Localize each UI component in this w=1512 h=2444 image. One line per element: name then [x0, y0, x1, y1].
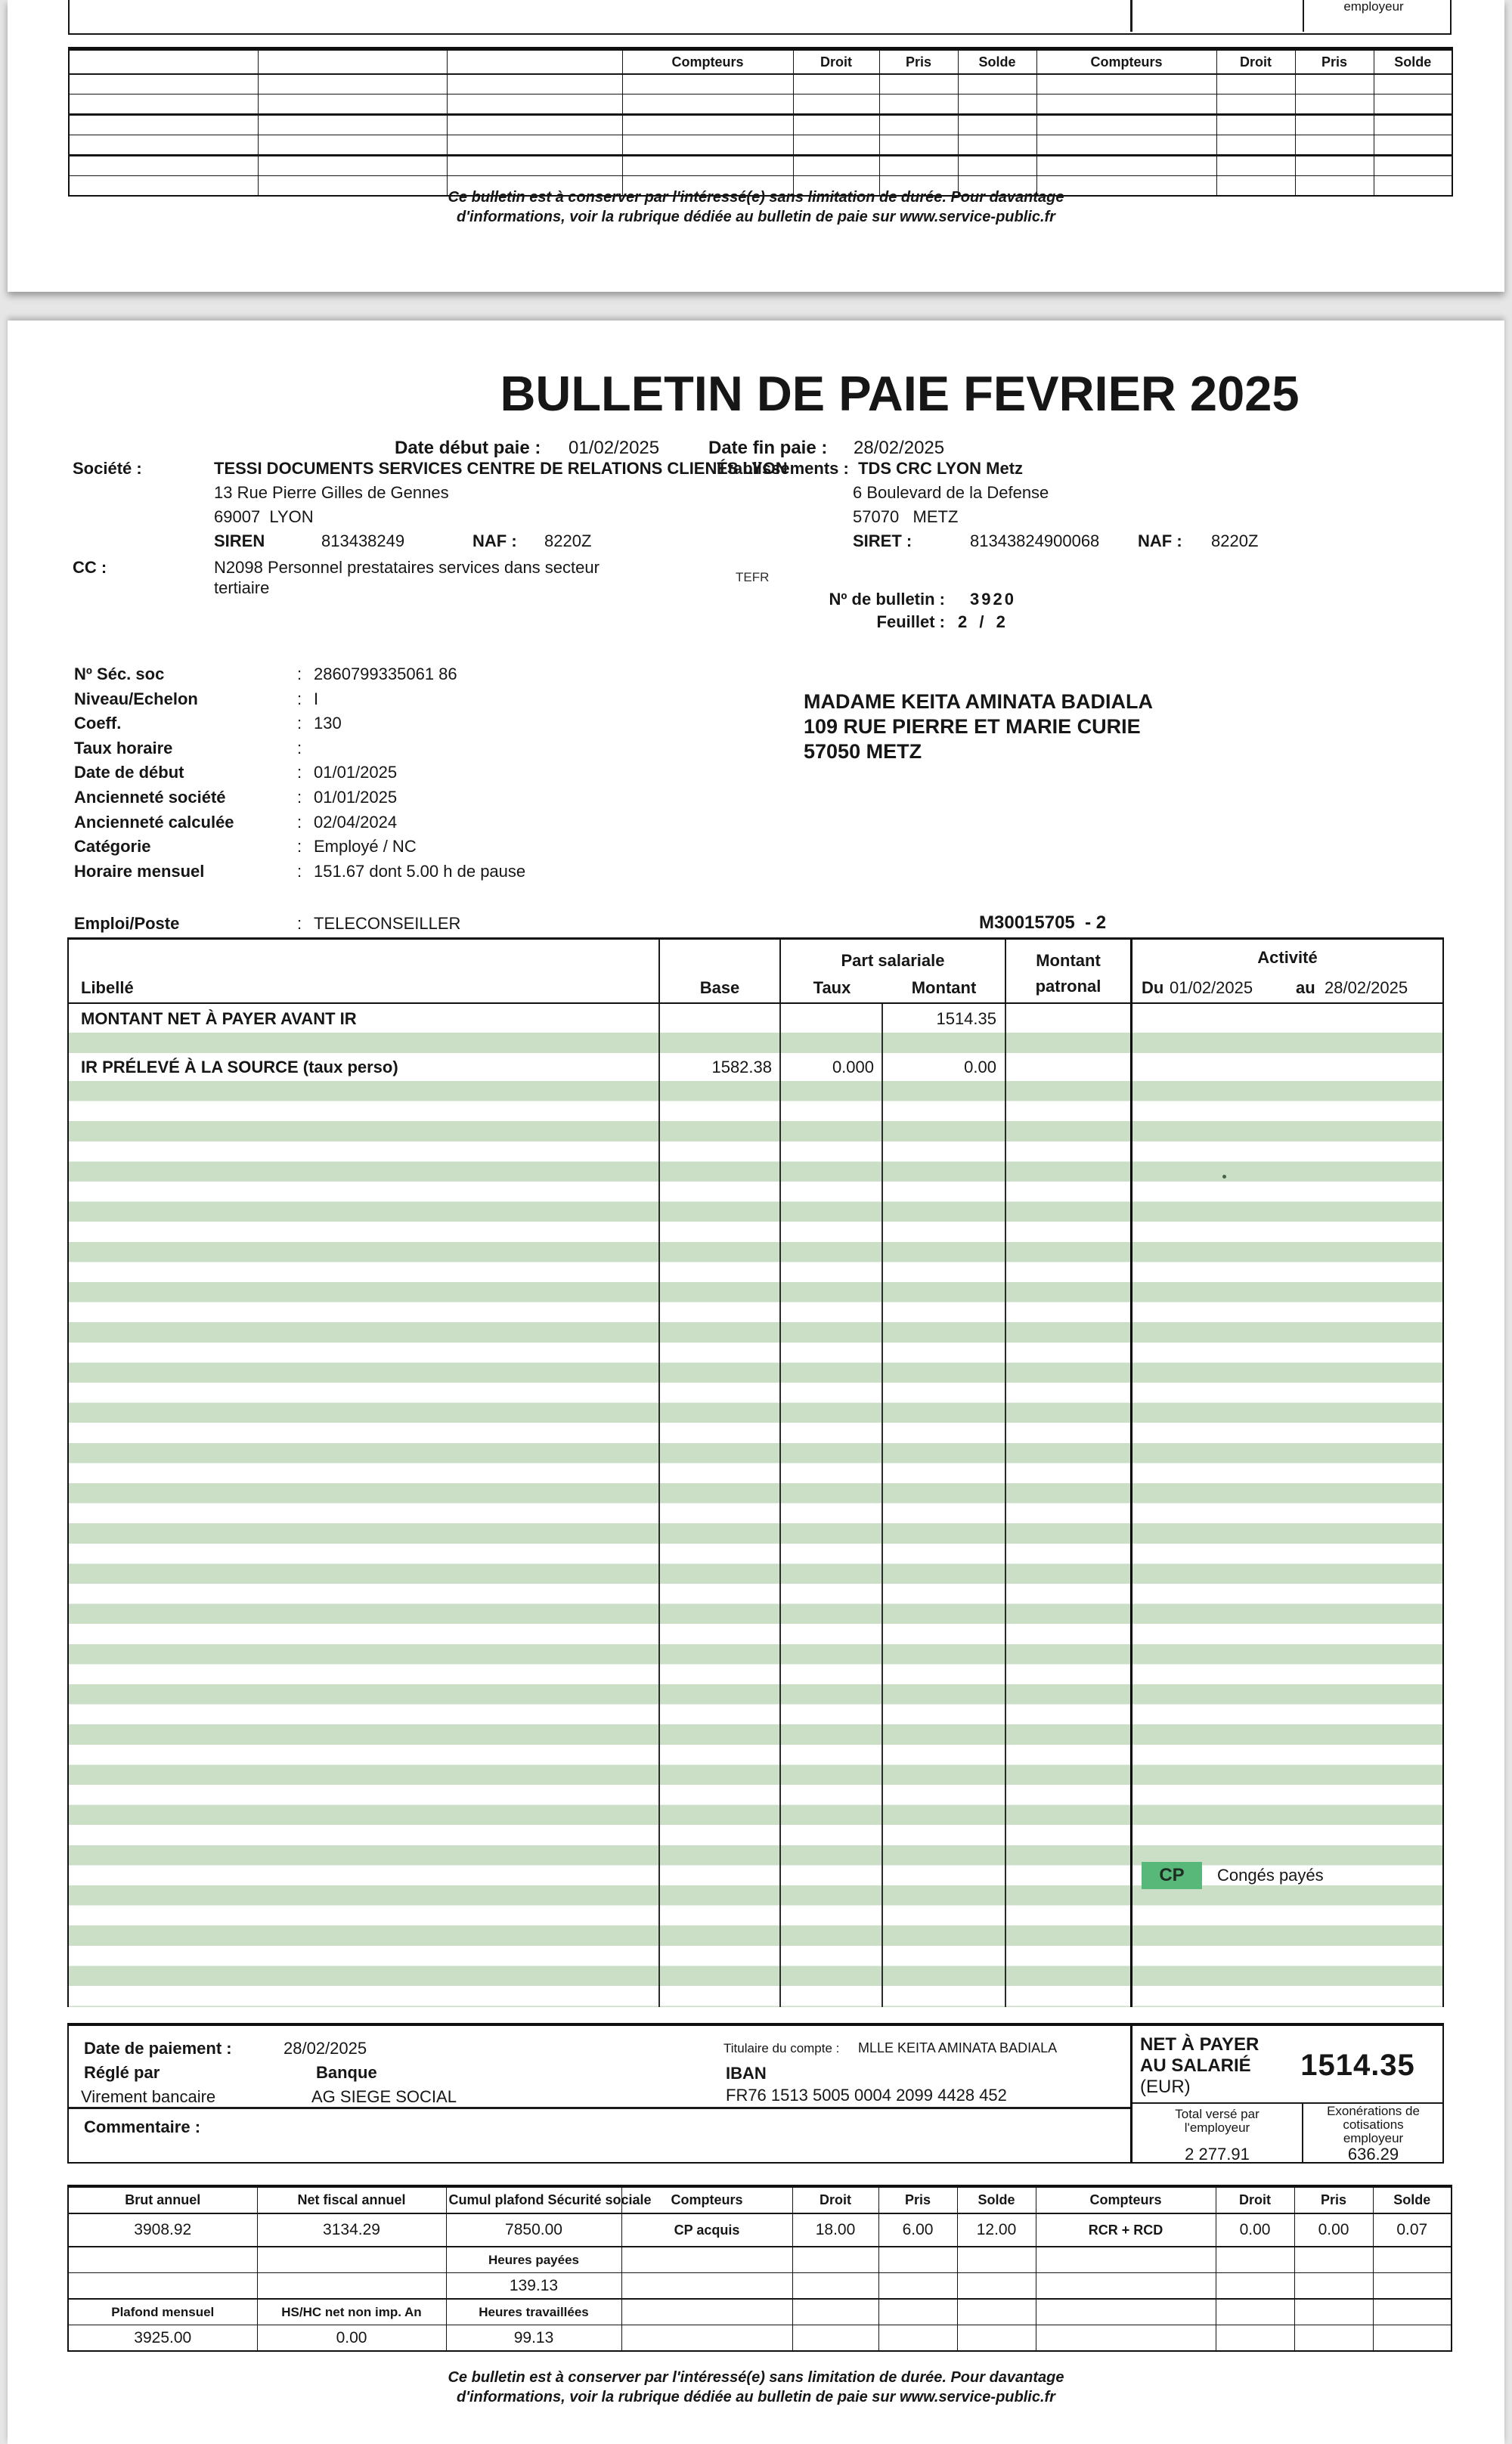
table-cell: [1373, 2247, 1452, 2273]
table-cell: [68, 2273, 257, 2300]
table-row: [69, 94, 1452, 115]
table-cell: [621, 2273, 792, 2300]
table-cell: [1216, 2273, 1294, 2300]
table-cell: [258, 115, 447, 135]
info-label: Nº Séc. soc: [74, 664, 165, 683]
column-header: Compteurs: [622, 49, 793, 75]
row-ir-source-montant: 0.00: [964, 1058, 996, 1076]
table-cell: [68, 2247, 257, 2273]
column-header: Solde: [1374, 49, 1452, 75]
table-cell: [1036, 135, 1216, 156]
table-cell: [957, 2273, 1036, 2300]
table-cell: [1036, 2247, 1216, 2273]
table-cell: [1374, 74, 1452, 94]
activite-au-value: 28/02/2025: [1325, 978, 1408, 997]
table-row: [69, 115, 1452, 135]
column-header: Droit: [792, 2186, 878, 2213]
table-cell: [1373, 2299, 1452, 2325]
naf-value-left: 8220Z: [544, 531, 592, 550]
info-colon: :: [297, 714, 302, 733]
stray-dot: [1222, 1175, 1226, 1179]
table-cell: [958, 135, 1036, 156]
tefr-code: TEFR: [736, 570, 770, 584]
cc-line2: tertiaire: [214, 578, 270, 597]
table-cell: [622, 156, 793, 176]
column-header: Solde: [1373, 2186, 1452, 2213]
divider: [881, 1004, 883, 2007]
table-cell: [69, 156, 258, 176]
divider: [1130, 0, 1132, 32]
table-cell: [1374, 94, 1452, 115]
info-label: Horaire mensuel: [74, 862, 205, 881]
payment-date-value: 28/02/2025: [284, 2039, 367, 2058]
table-cell: [1036, 74, 1216, 94]
table-cell: HS/HC net non imp. An: [257, 2299, 446, 2325]
table-cell: [793, 156, 879, 176]
bulletin-number-value: 3920: [970, 590, 1016, 609]
table-row: [68, 2213, 1452, 2247]
info-value: 01/01/2025: [314, 763, 398, 782]
table-cell: [1216, 94, 1295, 115]
table-cell: [447, 135, 622, 156]
table-cell: [69, 74, 258, 94]
info-colon: :: [297, 862, 302, 881]
payment-box: [67, 2023, 1444, 2164]
cp-legend-badge: CP: [1142, 1862, 1202, 1889]
column-header: Solde: [958, 49, 1036, 75]
activite-au-label: au: [1296, 978, 1315, 997]
employee-city: 57050 METZ: [804, 740, 922, 763]
table-cell: [958, 74, 1036, 94]
table-cell: [621, 2247, 792, 2273]
table-cell: [69, 115, 258, 135]
table-cell: [1216, 135, 1295, 156]
page-title: BULLETIN DE PAIE FEVRIER 2025: [500, 366, 1300, 421]
table-cell: [792, 2247, 878, 2273]
table-cell: [1216, 74, 1295, 94]
net-to-pay-value: 1514.35: [1300, 2049, 1415, 2082]
table-cell: 7850.00: [446, 2213, 621, 2247]
cc-label: CC :: [73, 558, 107, 577]
table-cell: Heures payées: [446, 2247, 621, 2273]
table-cell: 0.00: [257, 2325, 446, 2352]
table-cell: [1373, 2273, 1452, 2300]
table-cell: [258, 74, 447, 94]
col-activite: Activité: [1257, 948, 1318, 967]
table-cell: [879, 156, 958, 176]
info-label: Catégorie: [74, 837, 151, 856]
info-label: Coeff.: [74, 714, 122, 733]
table-cell: 0.07: [1373, 2213, 1452, 2247]
naf-value-right: 8220Z: [1211, 531, 1259, 550]
column-header: [69, 49, 258, 75]
divider: [1302, 2102, 1303, 2162]
job-label: Emploi/Poste: [74, 914, 180, 933]
siret-value: 81343824900068: [970, 531, 1100, 550]
net-to-pay-line2: AU SALARIÉ: [1140, 2055, 1251, 2076]
info-colon: :: [297, 664, 302, 683]
table-cell: [1295, 94, 1374, 115]
table-cell: [1216, 2325, 1294, 2352]
table-cell: [958, 94, 1036, 115]
table-cell: 99.13: [446, 2325, 621, 2352]
table-cell: [793, 135, 879, 156]
siren-label: SIREN: [214, 531, 265, 550]
estab-address2: 57070 METZ: [853, 507, 959, 526]
table-cell: 6.00: [878, 2213, 957, 2247]
table-cell: [878, 2273, 957, 2300]
table-cell: [69, 94, 258, 115]
pay-table-header: [69, 940, 1442, 1004]
green-stripe: [69, 1033, 1442, 1053]
table-row: [68, 2247, 1452, 2273]
table-row: [69, 156, 1452, 176]
column-header: Net fiscal annuel: [257, 2186, 446, 2213]
pay-period-start-value: 01/02/2025: [569, 438, 660, 458]
table-cell: [257, 2247, 446, 2273]
row-ir-source-taux: 0.000: [832, 1058, 874, 1076]
divider-thick: [1130, 2026, 1132, 2162]
table-cell: [1216, 115, 1295, 135]
legal-footer-line2: d'informations, voir la rubrique dédiée au bulletin de paie sur www.service-public.fr: [457, 2389, 1055, 2405]
table-cell: [1294, 2273, 1373, 2300]
info-colon: :: [297, 763, 302, 782]
exonerations-label1: Exonérations de: [1327, 2104, 1420, 2118]
column-header: Cumul plafond Sécurité sociale: [446, 2186, 621, 2213]
column-header: Compteurs: [621, 2186, 792, 2213]
table-cell: [1036, 2325, 1216, 2352]
info-colon: :: [297, 813, 302, 832]
table-cell: [792, 2299, 878, 2325]
previous-totals-box: [68, 0, 1452, 35]
table-row: [68, 2325, 1452, 2352]
column-header: [447, 49, 622, 75]
company-address1: 13 Rue Pierre Gilles de Gennes: [214, 483, 449, 502]
col-taux: Taux: [813, 978, 851, 997]
table-cell: [1374, 156, 1452, 176]
info-value: 01/01/2025: [314, 788, 398, 807]
column-header: Pris: [1295, 49, 1374, 75]
info-colon: :: [297, 837, 302, 856]
column-header: [258, 49, 447, 75]
exonerations-label3: employeur: [1343, 2131, 1404, 2145]
table-cell: [621, 2299, 792, 2325]
info-value: 130: [314, 714, 342, 733]
table-cell: [958, 156, 1036, 176]
naf-label-left: NAF :: [472, 531, 517, 550]
info-value: 2860799335061 86: [314, 664, 457, 683]
pay-table: [67, 937, 1444, 2007]
table-cell: [1294, 2299, 1373, 2325]
estab-address1: 6 Boulevard de la Defense: [853, 483, 1049, 502]
table-cell: [957, 2299, 1036, 2325]
net-to-pay-line1: NET À PAYER: [1140, 2034, 1259, 2055]
table-cell: [1216, 2247, 1294, 2273]
table-cell: [258, 135, 447, 156]
info-label: Niveau/Echelon: [74, 689, 198, 708]
activite-du-label: Du: [1142, 978, 1164, 997]
legal-footer-line1: Ce bulletin est à conserver par l'intéressé(e) sans limitation de durée. Pour davantage: [448, 189, 1064, 206]
table-cell: [447, 115, 622, 135]
table-cell: [622, 94, 793, 115]
employer-total-value: 2 277.91: [1185, 2145, 1250, 2164]
page-2: [8, 321, 1504, 2444]
table-cell: [957, 2247, 1036, 2273]
info-label: Taux horaire: [74, 739, 173, 757]
info-label: Date de début: [74, 763, 184, 782]
paid-by-label: Réglé par: [84, 2063, 160, 2082]
column-header: Droit: [1216, 49, 1295, 75]
table-row: [69, 74, 1452, 94]
table-cell: CP acquis: [621, 2213, 792, 2247]
table-cell: [257, 2273, 446, 2300]
table-cell: [793, 94, 879, 115]
info-value: Employé / NC: [314, 837, 417, 856]
employee-info-block: [74, 665, 694, 892]
counters-table: [68, 47, 1453, 197]
info-colon: :: [297, 788, 302, 807]
table-cell: [447, 94, 622, 115]
table-cell: [879, 135, 958, 156]
col-montant-patronal-1: Montant: [1036, 951, 1101, 970]
table-cell: [1374, 115, 1452, 135]
table-cell: [1295, 115, 1374, 135]
table-cell: [1216, 156, 1295, 176]
column-header: Droit: [1216, 2186, 1294, 2213]
table-cell: [878, 2325, 957, 2352]
employee-name: MADAME KEITA AMINATA BADIALA: [804, 690, 1153, 713]
company-address2: 69007 LYON: [214, 507, 314, 526]
table-cell: [879, 115, 958, 135]
paid-by-value: Virement bancaire: [81, 2087, 216, 2106]
establishment-overlay: Établissements : TDS CRC LYON Metz: [717, 459, 1024, 478]
iban-label: IBAN: [726, 2064, 767, 2083]
table-cell: [1036, 156, 1216, 176]
col-montant: Montant: [911, 978, 977, 997]
table-cell: [879, 74, 958, 94]
table-row: [69, 135, 1452, 156]
row-net-avant-ir-montant: 1514.35: [936, 1009, 996, 1028]
info-value: I: [314, 689, 319, 708]
table-cell: [1374, 135, 1452, 156]
divider: [658, 1004, 660, 2007]
table-cell: [1036, 2299, 1216, 2325]
table-cell: [792, 2273, 878, 2300]
column-header: Pris: [878, 2186, 957, 2213]
col-montant-patronal-2: patronal: [1035, 977, 1101, 996]
company-name: TESSI DOCUMENTS SERVICES CENTRE DE RELATIONS CLIENTS LYON: [214, 459, 788, 478]
job-value: TELECONSEILLER: [314, 914, 461, 933]
job-colon: :: [297, 914, 302, 933]
table-cell: [622, 135, 793, 156]
table-cell: [793, 74, 879, 94]
table-cell: [1036, 115, 1216, 135]
counters-table-wrap: [68, 47, 1453, 197]
table-cell: [1295, 74, 1374, 94]
table-cell: 139.13: [446, 2273, 621, 2300]
bank-value: AG SIEGE SOCIAL: [311, 2087, 457, 2106]
exonerations-label2: cotisations: [1343, 2117, 1404, 2132]
table-cell: [258, 156, 447, 176]
column-header: Droit: [793, 49, 879, 75]
table-cell: [69, 135, 258, 156]
summary-table: [67, 2185, 1452, 2352]
table-cell: Plafond mensuel: [68, 2299, 257, 2325]
table-cell: [258, 94, 447, 115]
table-cell: [793, 115, 879, 135]
table-cell: [1294, 2325, 1373, 2352]
pay-table-body: [69, 1004, 1442, 2005]
net-to-pay-currency: (EUR): [1140, 2077, 1191, 2097]
table-cell: [447, 74, 622, 94]
col-base: Base: [699, 978, 740, 997]
info-colon: :: [297, 689, 302, 708]
employer-total-label2: l'employeur: [1184, 2120, 1250, 2135]
table-cell: [878, 2299, 957, 2325]
divider: [779, 1004, 781, 2007]
bulletin-number-label: Nº de bulletin :: [829, 590, 945, 609]
legal-footer-line2: d'informations, voir la rubrique dédiée au bulletin de paie sur www.service-public.fr: [457, 209, 1055, 225]
table-cell: [1294, 2247, 1373, 2273]
sheet-label: Feuillet :: [876, 612, 945, 631]
row-ir-source-label: IR PRÉLEVÉ À LA SOURCE (taux perso): [81, 1058, 398, 1076]
divider-thick: [1130, 1004, 1132, 2007]
table-cell: [447, 156, 622, 176]
divider: [1005, 1004, 1006, 2007]
legal-footer-line1: Ce bulletin est à conserver par l'intéressé(e) sans limitation de durée. Pour davantage: [448, 2369, 1064, 2386]
employer-total-label1: Total versé par: [1175, 2107, 1259, 2121]
page-1: [8, 0, 1504, 292]
column-header: Brut annuel: [68, 2186, 257, 2213]
pay-period-end-label: Date fin paie :: [708, 438, 828, 458]
col-libelle: Libellé: [81, 978, 134, 997]
table-cell: [958, 115, 1036, 135]
column-header: Compteurs: [1036, 49, 1216, 75]
table-cell: RCR + RCD: [1036, 2213, 1216, 2247]
table-cell: [1295, 156, 1374, 176]
row-ir-source-base: 1582.38: [711, 1058, 772, 1076]
table-cell: [1036, 2273, 1216, 2300]
table-cell: [878, 2247, 957, 2273]
table-cell: 3908.92: [68, 2213, 257, 2247]
comment-label: Commentaire :: [84, 2117, 201, 2136]
table-cell: [1373, 2325, 1452, 2352]
table-cell: [622, 115, 793, 135]
sheet-value: 2 / 2: [958, 612, 1009, 631]
job-reference: M30015705 - 2: [979, 912, 1107, 933]
info-colon: :: [297, 739, 302, 757]
cp-legend-label: Congés payés: [1217, 1866, 1324, 1885]
siren-value: 813438249: [321, 531, 405, 550]
pay-period-start-label: Date début paie :: [395, 438, 541, 458]
activite-du-value: 01/02/2025: [1170, 978, 1253, 997]
table-cell: 3134.29: [257, 2213, 446, 2247]
account-holder-label: Titulaire du compte :: [723, 2041, 840, 2055]
table-cell: Heures travaillées: [446, 2299, 621, 2325]
bank-label: Banque: [316, 2063, 377, 2082]
table-cell: 12.00: [957, 2213, 1036, 2247]
account-holder-value: MLLE KEITA AMINATA BADIALA: [858, 2040, 1058, 2055]
iban-value: FR76 1513 5005 0004 2099 4428 452: [726, 2086, 1007, 2105]
table-cell: [1295, 135, 1374, 156]
payment-date-label: Date de paiement :: [84, 2039, 232, 2058]
divider: [69, 2107, 1130, 2109]
siret-label: SIRET :: [853, 531, 912, 550]
table-cell: 0.00: [1216, 2213, 1294, 2247]
table-row: [68, 2299, 1452, 2325]
summary-table-wrap: [67, 2185, 1452, 2352]
table-cell: [622, 74, 793, 94]
employee-street: 109 RUE PIERRE ET MARIE CURIE: [804, 715, 1141, 738]
info-value: 151.67 dont 5.00 h de pause: [314, 862, 526, 881]
table-cell: [792, 2325, 878, 2352]
table-cell: 0.00: [1294, 2213, 1373, 2247]
exonerations-value: 636.29: [1347, 2145, 1399, 2164]
pay-period-end-value: 28/02/2025: [854, 438, 945, 458]
column-header: Pris: [1294, 2186, 1373, 2213]
company-label: Société :: [73, 459, 142, 478]
table-cell: [1216, 2299, 1294, 2325]
table-cell: 18.00: [792, 2213, 878, 2247]
row-net-avant-ir-label: MONTANT NET À PAYER AVANT IR: [81, 1009, 357, 1028]
column-header: Solde: [957, 2186, 1036, 2213]
table-cell: [957, 2325, 1036, 2352]
col-part-salariale: Part salariale: [841, 951, 945, 970]
cc-line1: N2098 Personnel prestataires services dans secteur: [214, 558, 600, 577]
column-header: Compteurs: [1036, 2186, 1216, 2213]
table-cell: 3925.00: [68, 2325, 257, 2352]
info-label: Ancienneté calculée: [74, 813, 234, 832]
info-label: Ancienneté société: [74, 788, 226, 807]
employer-cell-label: employeur: [1343, 0, 1404, 14]
naf-label-right: NAF :: [1138, 531, 1182, 550]
column-header: Pris: [879, 49, 958, 75]
info-value: 02/04/2024: [314, 813, 398, 832]
table-cell: [879, 94, 958, 115]
table-cell: [621, 2325, 792, 2352]
table-row: [68, 2273, 1452, 2300]
table-cell: [1036, 94, 1216, 115]
